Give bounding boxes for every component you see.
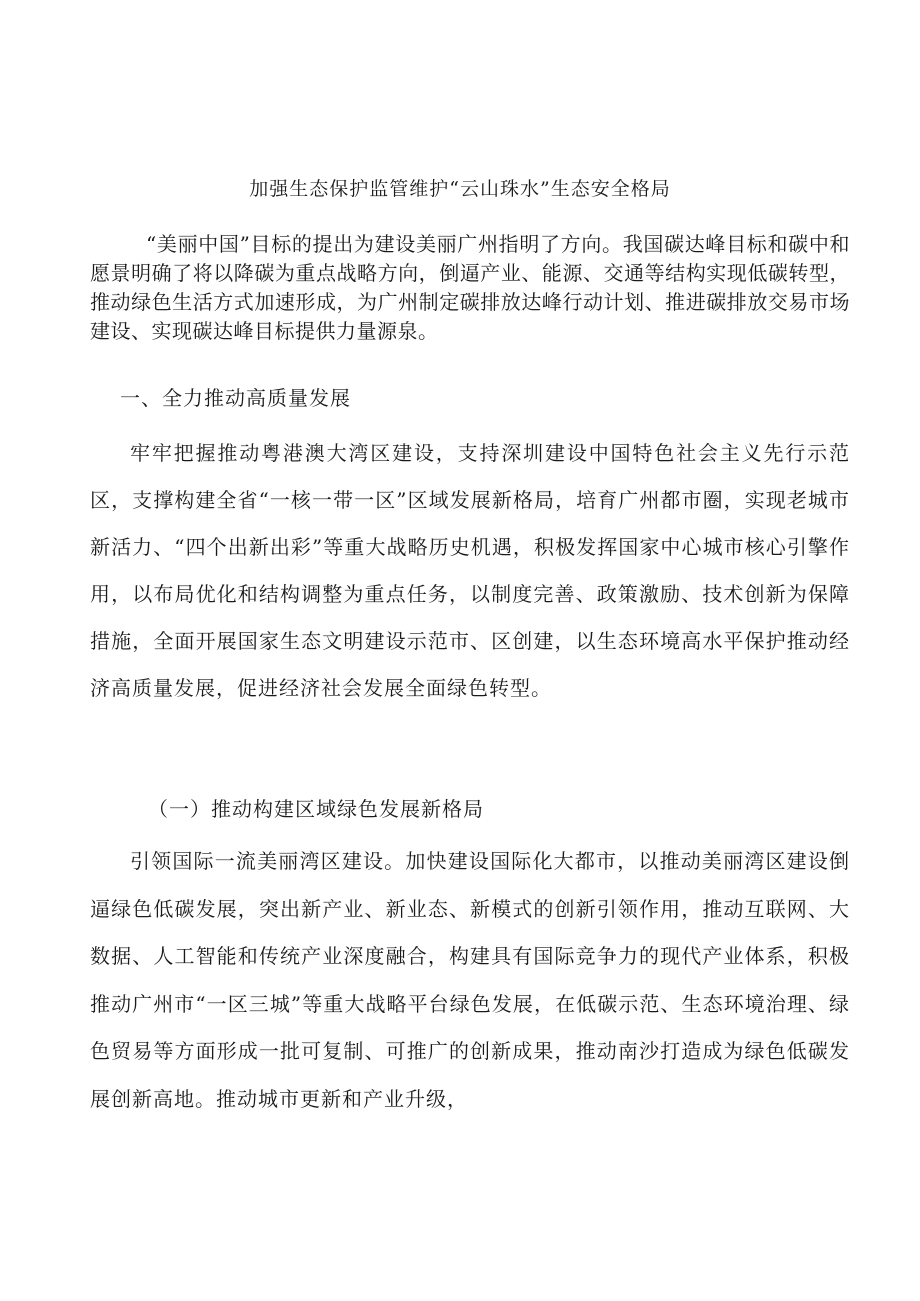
section-paragraph: 牢牢把握推动粤港澳大湾区建设，支持深圳建设中国特色社会主义先行示范区，支撑构建全省“一核一带一区”区域发展新格局，培育广州都市圈，实现老城市新活力、“四个出新出彩”等重大战略历史机遇，积极发挥国家中心城市核心引擎作用，以布局优化和结构调整为重点任务，以制度完善、政策激励、技术创新为保障措施，全面开展国家生态文明建设示范市、区创建，以生态环境高水平保护推动经济高质量发展，促进经济社会发展全面绿色转型。 [90, 441, 850, 700]
subsection-paragraph: 引领国际一流美丽湾区建设。加快建设国际化大都市，以推动美丽湾区建设倒逼绿色低碳发展，突出新产业、新业态、新模式的创新引领作用，推动互联网、大数据、人工智能和传统产业深度融合，构建具有国际竞争力的现代产业体系，积极推动广州市“一区三城”等重大战略平台绿色发展，在低碳示范、生态环境治理、绿色贸易等方面形成一批可复制、可推广的创新成果，推动南沙打造成为绿色低碳发展创新高地。推动城市更新和产业升级， [90, 849, 850, 1111]
subsection-heading: （一）推动构建区域绿色发展新格局 [148, 797, 484, 821]
document-title: 加强生态保护监管维护“云山珠水”生态安全格局 [249, 178, 671, 200]
section-heading: 一、全力推动高质量发展 [120, 386, 351, 410]
intro-paragraph: “美丽中国”目标的提出为建设美丽广州指明了方向。我国碳达峰目标和碳中和愿景明确了将以降碳为重点战略方向，倒逼产业、能源、交通等结构实现低碳转型，推动绿色生活方式加速形成，为广州制定碳排放达峰行动计划、推进碳排放交易市场建设、实现碳达峰目标提供力量源泉。 [90, 232, 850, 343]
